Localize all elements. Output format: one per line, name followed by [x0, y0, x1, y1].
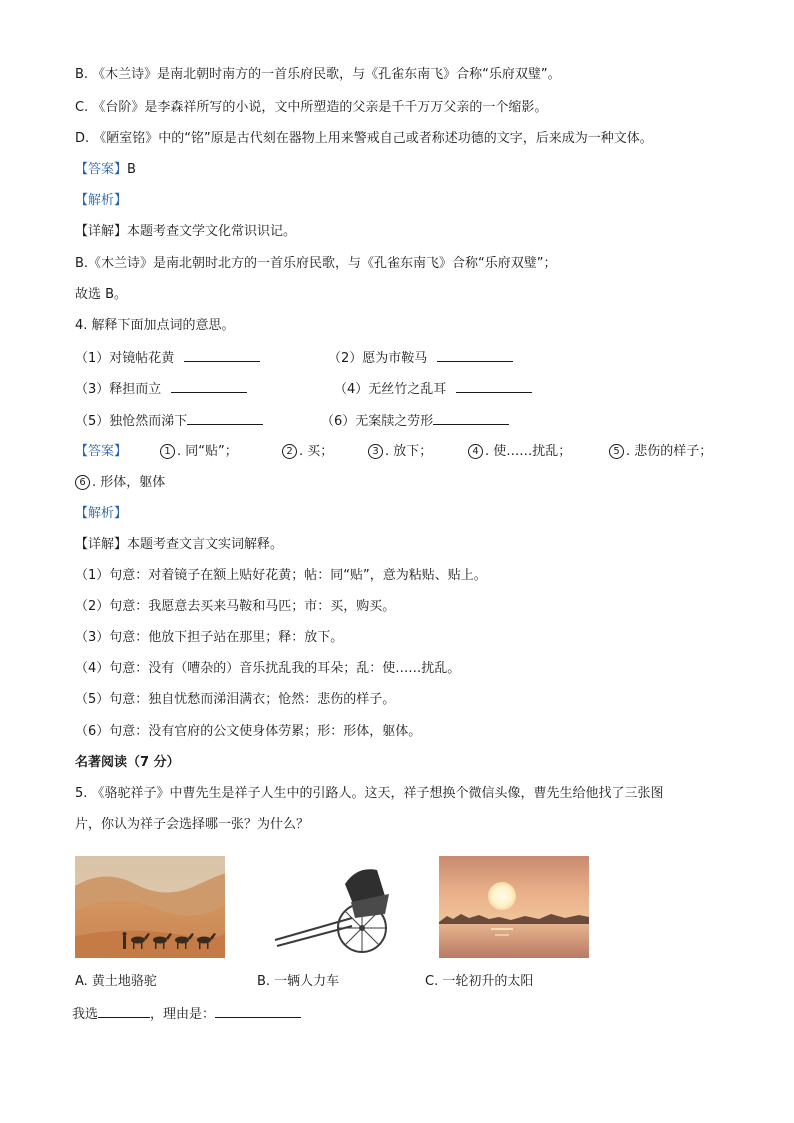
section-title: 名著阅读（7 分）: [75, 755, 180, 770]
caption-a: A. 黄土地骆驼: [75, 974, 157, 989]
answer-value: B: [127, 162, 136, 177]
sunrise-image: [439, 856, 589, 958]
q4-explanation-3: （3）句意：他放下担子站在那里；释：放下。: [75, 630, 344, 645]
q4-detail: [75, 536, 283, 554]
q4-item-text: （3）释担而立: [75, 382, 162, 397]
circled-number: 6: [75, 475, 90, 490]
option-b: B. 《木兰诗》是南北朝时南方的一首乐府民歌，与《孔雀东南飞》合称“乐府双璧”。: [75, 67, 561, 82]
circled-number: 4: [468, 444, 483, 459]
option-c: C. 《台阶》是李森祥所写的小说，文中所塑造的父亲是千千万万父亲的一个缩影。: [75, 100, 548, 115]
answer-blank[interactable]: [456, 379, 532, 393]
detail-text: 本题考查文学文化常识识记。: [127, 224, 297, 239]
detail-tag: 【详解】: [75, 224, 128, 239]
answer-text: . 使……扰乱；: [485, 444, 572, 459]
q4-explanation-6: （6）句意：没有官府的公文使身体劳累；形：形体，躯体。: [75, 724, 422, 739]
q4-explanation-2: （2）句意：我愿意去买来马鞍和马匹；市：买，购买。: [75, 599, 396, 614]
answer-text: . 形体，躯体: [92, 475, 166, 490]
answer-blank[interactable]: [187, 411, 263, 425]
answer-blank[interactable]: [184, 348, 260, 362]
q4-answer-2: [282, 443, 333, 461]
q4-item-4: [334, 379, 532, 399]
q4-item-6: [321, 411, 509, 431]
q4-answer-1: [160, 443, 238, 461]
q5-line-1: 5. 《骆驼祥子》中曹先生是祥子人生中的引路人。这天，祥子想换个微信头像，曹先生给他找了三张图: [75, 786, 664, 801]
answer-blank[interactable]: [437, 348, 513, 362]
answer-text: . 悲伤的样子；: [626, 444, 713, 459]
q3-explanation: B.《木兰诗》是南北朝时北方的一首乐府民歌，与《孔雀东南飞》合称“乐府双璧”；: [75, 256, 557, 271]
q3-answer: [75, 161, 136, 179]
q4-title: 4. 解释下面加点词的意思。: [75, 318, 235, 333]
q4-answer-6: [75, 474, 165, 492]
q4-explanation-4: （4）句意：没有（嘈杂的）音乐扰乱我的耳朵；乱：使……扰乱。: [75, 661, 461, 676]
answer-tag: 【答案】: [75, 444, 128, 459]
answer-blank[interactable]: [171, 379, 247, 393]
reason-label: ，理由是：: [150, 1007, 216, 1022]
q4-item-text: （1）对镜帖花黄: [75, 351, 175, 366]
choose-label: 我选: [72, 1007, 99, 1022]
choice-blank[interactable]: [98, 1004, 150, 1018]
answer-text: . 买；: [299, 444, 334, 459]
rickshaw-image: [257, 856, 407, 958]
answer-text: . 放下；: [385, 444, 433, 459]
q4-analysis-tag: [75, 505, 127, 523]
option-d: D. 《陋室铭》中的“铭”原是古代刻在器物上用来警戒自己或者称述功德的文字，后来成为一种文体。: [75, 131, 653, 146]
circled-number: 3: [368, 444, 383, 459]
q4-item-text: （5）独怆然而涕下: [75, 414, 188, 429]
answer-tag: 【答案】: [75, 162, 128, 177]
caption-c: C. 一轮初升的太阳: [425, 974, 534, 989]
q4-item-text: （6）无案牍之劳形: [321, 414, 434, 429]
q4-explanation-5: （5）句意：独自忧愁而涕泪满衣；怆然：悲伤的样子。: [75, 692, 396, 707]
q4-item-text: （4）无丝竹之乱耳: [334, 382, 447, 397]
camel-desert-image: [75, 856, 225, 958]
q5-line-2: 片，你认为祥子会选择哪一张？为什么？: [75, 817, 310, 832]
q4-answer-5: [609, 443, 712, 461]
caption-b: B. 一辆人力车: [257, 974, 340, 989]
q5-answer-line: [72, 1004, 301, 1024]
q4-item-3: [75, 379, 247, 399]
circled-number: 2: [282, 444, 297, 459]
q3-detail: [75, 223, 296, 241]
analysis-tag: 【解析】: [75, 193, 128, 208]
q4-explanation-1: （1）句意：对着镜子在额上贴好花黄；帖：同“贴”，意为粘贴、贴上。: [75, 568, 487, 583]
circled-number: 5: [609, 444, 624, 459]
answer-blank[interactable]: [433, 411, 509, 425]
q4-answer-4: [468, 443, 571, 461]
q4-item-5: [75, 411, 263, 431]
analysis-tag: 【解析】: [75, 506, 128, 521]
q3-analysis-tag: [75, 192, 127, 210]
q4-item-text: （2）愿为市鞍马: [328, 351, 428, 366]
q4-answer-tag: [75, 443, 127, 461]
q4-item-2: [328, 348, 513, 368]
answer-text: . 同“贴”；: [177, 444, 238, 459]
circled-number: 1: [160, 444, 175, 459]
detail-tag: 【详解】: [75, 537, 128, 552]
detail-text: 本题考查文言文实词解释。: [127, 537, 284, 552]
q4-answer-3: [368, 443, 432, 461]
q3-conclusion: 故选 B。: [75, 287, 128, 302]
reason-blank[interactable]: [215, 1004, 301, 1018]
q4-item-1: [75, 348, 260, 368]
